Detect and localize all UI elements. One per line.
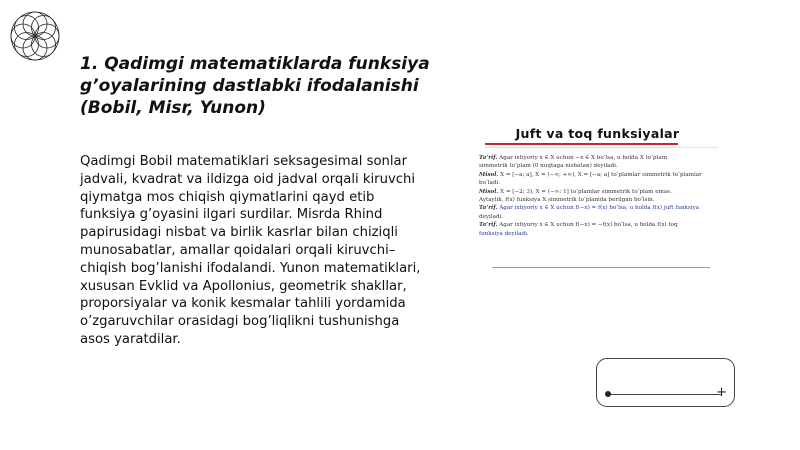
- card-line: funksiya deyiladi.: [479, 230, 529, 237]
- card-line: Misol. X = [−2; 3), X = (−∞; 1] to‘plamlar simmetrik to‘plam emas.: [479, 188, 672, 195]
- spirograph-logo-icon: [2, 3, 68, 69]
- card-divider: [485, 147, 718, 148]
- card-line: simmetrik to‘plam (0 nuqtaga nisbatan) deyiladi.: [479, 163, 618, 170]
- definition-card: [475, 123, 720, 273]
- card-body: [479, 154, 719, 238]
- card-title: Juft va toq funksiyalar: [515, 126, 680, 141]
- card-line: Ta’rif. Agar ixtiyoriy x ∈ X uchun f(−x) = f(x) bo‘lsa, u holda f(x) juft funksiya: [479, 205, 700, 212]
- card-line: deyiladi.: [479, 213, 504, 220]
- number-line: [609, 394, 722, 395]
- card-bottom-rule: [492, 267, 710, 268]
- slide-body: Qadimgi Bobil matematiklari seksagesimal sonlar jadvali, kvadrat va ildizga oid jadval orqali kiruvchi qiymatga mos chiqish qiymatlarini qayd etib funksiya g’oyasini ilgari surdilar. Misrda Rhind papirusidagi nisbat va birlik kasrlar bilan chiziqli munosabatlar, amallar qoidalari orqali kiruvchi–chiqish bog’lanishi ifodalandi. Yunon matematiklari, xususan Evklid va Apollonius, geometrik shakllar, proporsiyalar va konik kesmalar tahlili yordamida o’zgaruvchilar orasidagi bog’liqlikni tushunishga asos yaratdilar.: [80, 154, 421, 347]
- card-line: Ta’rif. Agar ixtiyoriy x ∈ X uchun f(−x) = −f(x) bo‘lsa, u holda f(x) toq: [479, 222, 678, 229]
- slide-title: 1. Qadimgi matematiklarda funksiya g’oyalarining dastlabki ifodalanishi (Bobil, Misr, Yunon): [80, 54, 430, 118]
- card-line: Aytaylik, f(x) funksiya X simmetrik to‘plamda berilgan bo‘lsin.: [479, 197, 655, 204]
- plus-icon[interactable]: +: [716, 385, 727, 400]
- number-line-widget[interactable]: [596, 358, 735, 407]
- card-line: Misol. X = [−a; a], X = (−∞; +∞), X = [−a; a] to‘plamlar simmetrik to‘plamlar bo‘ladi.: [479, 171, 702, 187]
- card-line: Ta’rif. Agar ixtiyoriy x ∈ X uchun −x ∈ X bo‘lsa, u holda X to‘plam: [479, 155, 668, 161]
- card-accent-bar: [485, 143, 678, 145]
- dot-icon[interactable]: [605, 391, 611, 397]
